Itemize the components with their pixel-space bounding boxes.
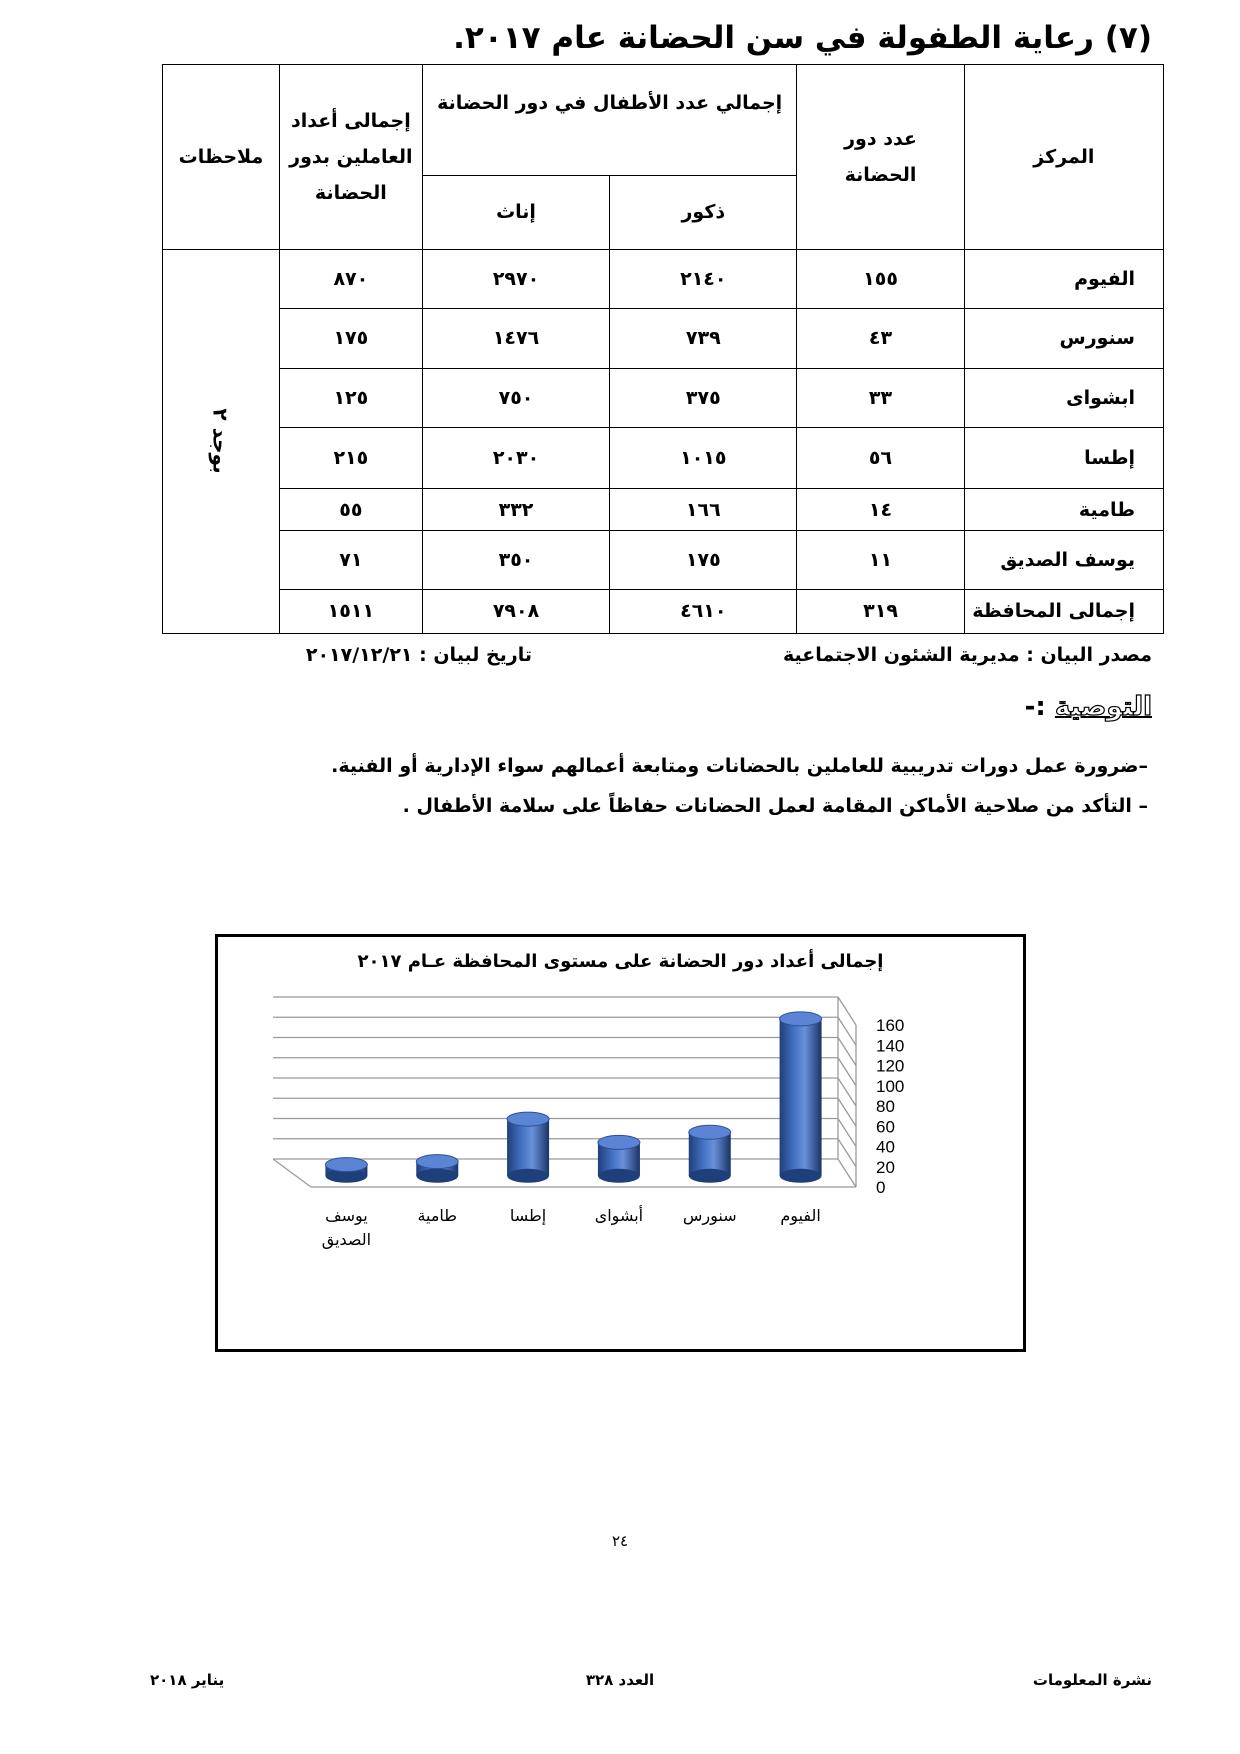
x-tick-label: الفيوم xyxy=(780,1205,821,1225)
bar-top xyxy=(598,1135,640,1149)
cell-males: ٣٧٥ xyxy=(610,368,797,427)
x-tick-label: الصديق xyxy=(321,1229,372,1249)
cell-females: ٣٣٢ xyxy=(422,489,609,531)
table-row xyxy=(163,531,1164,589)
cell-workers: ٧١ xyxy=(279,531,422,589)
recommendation-item: – التأكد من صلاحية الأماكن المقامة لعمل الحضانات حفاظاً على سلامة الأطفال . xyxy=(402,795,1148,817)
header-children-total: إجمالي عدد الأطفال في دور الحضانة xyxy=(422,65,797,176)
table-row xyxy=(163,427,1164,488)
header-nurseries-count: عدد دور الحضانة xyxy=(797,65,964,250)
table-row xyxy=(163,249,1164,308)
footer-issue: العدد ٣٢٨ xyxy=(585,1671,655,1689)
notes-value: بوجد ٢ xyxy=(208,408,233,475)
cell-workers: ٨٧٠ xyxy=(279,249,422,308)
x-tick-label: أبشواى xyxy=(594,1205,644,1225)
recommendation-heading xyxy=(1025,692,1152,722)
bar-top xyxy=(780,1012,822,1026)
nurseries-table xyxy=(162,64,1164,634)
table-row xyxy=(163,368,1164,427)
cell-nurseries: ١١ xyxy=(797,531,964,589)
y-tick-label: 20 xyxy=(876,1157,895,1177)
cell-males: ١٠١٥ xyxy=(610,427,797,488)
cell-center: سنورس xyxy=(964,309,1163,368)
cell-females: ٧٥٠ xyxy=(422,368,609,427)
cell-nurseries: ١٤ xyxy=(797,489,964,531)
bar-base xyxy=(689,1169,731,1183)
cell-notes xyxy=(163,249,280,633)
x-tick-label: إطسا xyxy=(509,1205,547,1225)
recommendation-list xyxy=(148,746,1148,826)
cell-center: إطسا xyxy=(964,427,1163,488)
cell-center: ابشواى xyxy=(964,368,1163,427)
cell-females: ١٤٧٦ xyxy=(422,309,609,368)
cell-males: ٧٣٩ xyxy=(610,309,797,368)
y-tick-label: 160 xyxy=(876,1016,905,1035)
cell-workers: ٢١٥ xyxy=(279,427,422,488)
page-title: (٧) رعاية الطفولة في سن الحضانة عام ٢٠١٧. xyxy=(453,20,1152,56)
bar-base xyxy=(416,1169,458,1183)
chart-box xyxy=(215,934,1026,1352)
header-females: إناث xyxy=(422,175,609,249)
bar-top xyxy=(416,1155,458,1169)
table-row xyxy=(163,309,1164,368)
bar-top xyxy=(689,1125,731,1139)
y-tick-label: 140 xyxy=(876,1036,905,1056)
bar xyxy=(507,1119,549,1176)
page-number: ٢٤ xyxy=(611,1532,629,1550)
footer xyxy=(0,1671,1240,1701)
data-source: مصدر البيان : مديرية الشئون الاجتماعية xyxy=(782,644,1152,666)
table-row-total xyxy=(163,589,1164,633)
table-row xyxy=(163,489,1164,531)
floor-edge xyxy=(273,1159,311,1187)
y-tick-label: 80 xyxy=(876,1097,895,1116)
bar-top xyxy=(325,1158,367,1172)
recommendation-item: –ضرورة عمل دورات تدريبية للعاملين بالحضانات ومتابعة أعمالهم سواء الإدارية أو الفنية. xyxy=(331,755,1148,777)
recommendation-heading-word: التوصية xyxy=(1054,692,1152,722)
recommendation-heading-suffix: :- xyxy=(1024,692,1046,722)
bar-base xyxy=(780,1169,822,1183)
cell-center: يوسف الصديق xyxy=(964,531,1163,589)
header-notes: ملاحظات xyxy=(163,65,280,250)
cell-nurseries: ٥٦ xyxy=(797,427,964,488)
bar-base xyxy=(507,1169,549,1183)
y-tick-label: 120 xyxy=(876,1056,905,1076)
cell-males: ٢١٤٠ xyxy=(610,249,797,308)
cell-females: ٢٠٣٠ xyxy=(422,427,609,488)
cell-nurseries: ٣٣ xyxy=(797,368,964,427)
y-tick-label: 100 xyxy=(876,1076,905,1096)
cell-females: ٧٩٠٨ xyxy=(422,589,609,633)
cell-workers: ١٧٥ xyxy=(279,309,422,368)
cell-center: إجمالى المحافظة xyxy=(964,589,1163,633)
cell-males: ١٧٥ xyxy=(610,531,797,589)
bar-top xyxy=(507,1112,549,1126)
cell-females: ٢٩٧٠ xyxy=(422,249,609,308)
chart-title: إجمالى أعداد دور الحضانة على مستوى المحافظة عـام ٢٠١٧ xyxy=(357,951,884,972)
cell-nurseries: ٣١٩ xyxy=(797,589,964,633)
header-center: المركز xyxy=(964,65,1163,250)
cell-males: ٤٦١٠ xyxy=(610,589,797,633)
x-tick-label: يوسف xyxy=(325,1205,368,1225)
cell-females: ٣٥٠ xyxy=(422,531,609,589)
cell-nurseries: ٤٣ xyxy=(797,309,964,368)
cell-males: ١٦٦ xyxy=(610,489,797,531)
x-tick-label: سنورس xyxy=(682,1205,737,1225)
y-tick-label: 40 xyxy=(876,1137,895,1157)
y-tick-label: 60 xyxy=(876,1117,895,1137)
footer-publication: نشرة المعلومات xyxy=(1032,1671,1152,1689)
cell-workers: ١٢٥ xyxy=(279,368,422,427)
bar-chart xyxy=(218,937,1023,1349)
footer-date: يناير ٢٠١٨ xyxy=(150,1671,225,1689)
x-tick-label: طامية xyxy=(417,1205,458,1225)
y-tick-label: 0 xyxy=(876,1178,886,1197)
cell-workers: ٥٥ xyxy=(279,489,422,531)
cell-nurseries: ١٥٥ xyxy=(797,249,964,308)
bar xyxy=(780,1019,822,1176)
cell-center: الفيوم xyxy=(964,249,1163,308)
header-males: ذكور xyxy=(610,175,797,249)
header-workers-total: إجمالى أعداد العاملين بدور الحضانة xyxy=(279,65,422,250)
cell-center: طامية xyxy=(964,489,1163,531)
cell-workers: ١٥١١ xyxy=(279,589,422,633)
bar-base xyxy=(598,1169,640,1183)
data-date: تاريخ لبيان : ٢٠١٧/١٢/٢١ xyxy=(305,644,532,666)
